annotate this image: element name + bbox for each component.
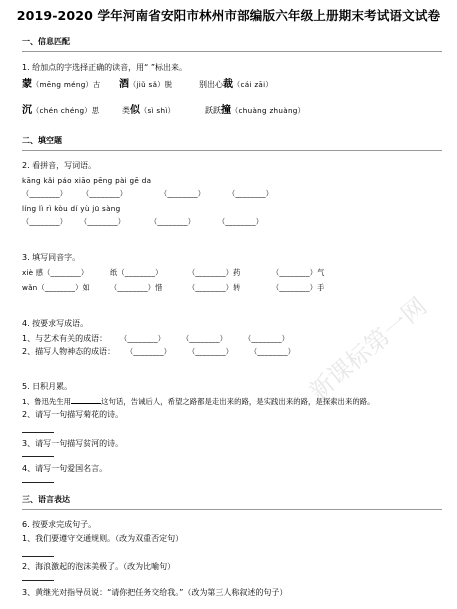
- section-heading-3: 三、语言表达: [22, 495, 70, 504]
- q5-line-1-start: 1、鲁迅先生用: [22, 397, 72, 406]
- q5-line-3: 3、请写一句描写贫河的诗。: [22, 439, 124, 448]
- q3-cell: xiè 感（________）: [22, 268, 89, 277]
- answer-line: [22, 456, 54, 457]
- q3-prompt: 3. 填写同音字。: [22, 253, 81, 262]
- q1-item-2-pinyin: （jiǔ sǎ）脱: [129, 80, 173, 89]
- q1-item-3-char: 裁: [223, 79, 233, 90]
- q4-blank: （________）: [120, 334, 166, 343]
- q5-line-2: 2、请写一句描写菊花的诗。: [22, 410, 124, 419]
- q4-blank: （________）: [250, 347, 296, 356]
- q4-blank: （________）: [182, 334, 228, 343]
- watermark: 新课标第一网: [303, 292, 433, 407]
- q3-cell: （________）转: [188, 283, 241, 292]
- q6-line-2: 2、海浪激起的泡沫美极了。（改为比喻句）: [22, 562, 176, 571]
- answer-line: [22, 580, 54, 581]
- q2-blank: （________）: [160, 189, 206, 198]
- q4-line-2: 2、描写人物神态的成语：: [22, 347, 116, 356]
- q2-blank: （________）: [150, 217, 196, 226]
- page-title: 2019-2020 学年河南省安阳市林州市部编版六年级上册期末考试语文试卷: [16, 8, 441, 23]
- q2-pinyin-row-1: kāng kǎi páo xiāo pēng pài gē da: [22, 176, 152, 185]
- q4-prompt: 4. 按要求写成语。: [22, 319, 89, 328]
- q1-item-2: [119, 80, 172, 90]
- q2-blank: （________）: [82, 189, 128, 198]
- divider: [22, 51, 442, 52]
- q1-item-3: [199, 80, 273, 90]
- q2-prompt: 2. 看拼音，写词语。: [22, 161, 97, 170]
- answer-blank: [71, 403, 101, 404]
- section-heading-2: 二、填空题: [22, 136, 62, 145]
- q1-item-1-pinyin: （mēng méng）古: [32, 80, 101, 89]
- q1-item-4-pinyin: （chén chéng）思: [32, 106, 100, 115]
- q1-item-4: [22, 106, 99, 116]
- q1-item-4-char: 沉: [22, 105, 32, 116]
- answer-line: [22, 432, 54, 433]
- q3-cell: （________）气: [272, 268, 325, 277]
- q3-cell: （________）药: [188, 268, 241, 277]
- q4-blank: （________）: [244, 334, 290, 343]
- divider: [22, 509, 442, 510]
- q4-blank: （________）: [188, 347, 234, 356]
- q4-blank: （________）: [126, 347, 172, 356]
- q3-cell: （________）惜: [110, 283, 163, 292]
- q1-item-2-char: 酒: [119, 79, 129, 90]
- q1-item-3-prefix: 别出心: [199, 80, 223, 89]
- q1-item-6-prefix: 跃跃: [205, 106, 221, 115]
- q5-prompt: 5. 日积月累。: [22, 382, 73, 391]
- q2-pinyin-row-2: líng lì rì kòu dí yù jū sàng: [22, 204, 121, 213]
- q3-cell: （________）手: [272, 283, 325, 292]
- q1-item-5: [122, 106, 175, 116]
- q2-blank: （________）: [218, 217, 264, 226]
- q3-cell: 纸（________）: [110, 268, 163, 277]
- q1-item-5-pinyin: （sì shì）: [140, 106, 176, 115]
- q1-item-3-pinyin: （cái zāi）: [233, 80, 273, 89]
- q1-prompt: 1. 给加点的字选择正确的读音，用“ ”标出来。: [22, 63, 188, 72]
- q1-item-5-char: 似: [130, 105, 140, 116]
- q6-prompt: 6. 按要求完成句子。: [22, 520, 97, 529]
- q1-item-6-pinyin: （chuàng zhuàng）: [231, 106, 306, 115]
- q5-line-1-end: 这句话，告诫后人，希望之路都是走出来的路，是实践出来的路，是探索出来的路。: [101, 397, 375, 406]
- q2-blank: （________）: [22, 189, 68, 198]
- q4-line-1: 1、与艺术有关的成语：: [22, 334, 108, 343]
- q2-blank: （________）: [228, 189, 274, 198]
- q2-blank: （________）: [22, 217, 68, 226]
- answer-line: [22, 556, 54, 557]
- q1-item-5-prefix: 类: [122, 106, 130, 115]
- section-heading-1: 一、信息匹配: [22, 37, 70, 46]
- q6-line-3: 3、黄继光对指导员说：“请你把任务交给我。”（改为第三人称叙述的句子）: [22, 588, 288, 597]
- q1-item-6-char: 撞: [221, 105, 231, 116]
- answer-line: [22, 482, 54, 483]
- q1-item-1: [22, 80, 101, 90]
- q1-item-1-char: 蒙: [22, 79, 32, 90]
- q3-cell: wǎn（________）如: [22, 283, 90, 292]
- q1-item-6: [205, 106, 305, 116]
- q6-line-1: 1、我们要遵守交通规则。（改为双重否定句）: [22, 534, 184, 543]
- divider: [22, 150, 442, 151]
- q2-blank: （________）: [80, 217, 126, 226]
- q5-line-4: 4、请写一句爱国名言。: [22, 464, 108, 473]
